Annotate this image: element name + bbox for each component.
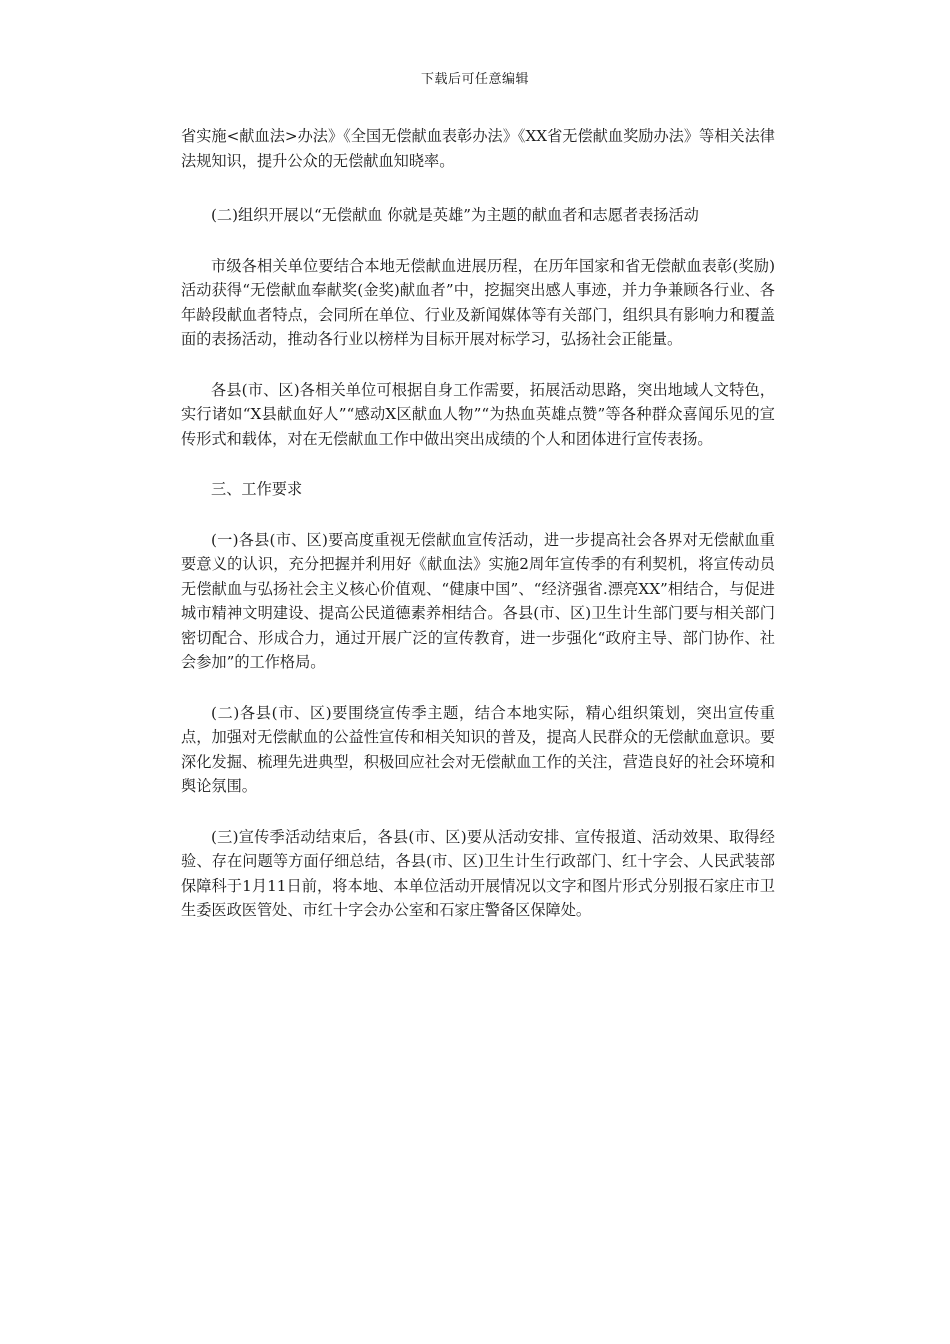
section-heading-work-requirements: 三、工作要求	[211, 480, 303, 498]
paragraph-requirement-2: (二)各县(市、区)要围绕宣传季主题，结合本地实际，精心组织策划，突出宣传重点，加强对无偿献血的公益性宣传和相关知识的普及，提高人民群众的无偿献血意识。要深化发掘、梳理先进典型，积极回应社会对无偿献血工作的关注，营造良好的社会环境和舆论氛围。	[181, 703, 775, 795]
document-body	[181, 124, 775, 949]
paragraph-requirement-1: (一)各县(市、区)要高度重视无偿献血宣传活动，进一步提高社会各界对无偿献血重要意义的认识，充分把握并利用好《献血法》实施2周年宣传季的有利契机，将宣传动员无偿献血与弘扬社会主义核心价值观、“健康中国”、“经济强省.漂亮XX”相结合，与促进城市精神文明建设、提高公民道德素养相结合。各县(市、区)卫生计生部门要与相关部门密切配合、形成合力，通过开展广泛的宣传教育，进一步强化“政府主导、部门协作、社会参加”的工作格局。	[181, 530, 775, 671]
paragraph-city-units: 市级各相关单位要结合本地无偿献血进展历程，在历年国家和省无偿献血表彰(奖励)活动获得“无偿献血奉献奖(金奖)献血者”中，挖掘突出感人事迹，并力争兼顾各行业、各年龄段献血者特点，会同所在单位、行业及新闻媒体等有关部门，组织具有影响力和覆盖面的表扬活动，推动各行业以榜样为目标开展对标学习，弘扬社会正能量。	[181, 256, 775, 348]
paragraph-legal-knowledge: 省实施<献血法>办法》《全国无偿献血表彰办法》《XX省无偿献血奖励办法》等相关法律法规知识，提升公众的无偿献血知晓率。	[181, 127, 775, 170]
paragraph-county-units: 各县(市、区)各相关单位可根据自身工作需要，拓展活动思路，突出地域人文特色，实行诸如“X县献血好人”“感动X区献血人物”“为热血英雄点赞”等各种群众喜闻乐见的宣传形式和载体，对在无偿献血工作中做出突出成绩的个人和团体进行宣传表扬。	[181, 380, 775, 448]
section-heading-commendation-activity: (二)组织开展以“无偿献血 你就是英雄”为主题的献血者和志愿者表扬活动	[211, 206, 699, 224]
page-header: 下载后可任意编辑	[420, 72, 529, 87]
paragraph-requirement-3: (三)宣传季活动结束后，各县(市、区)要从活动安排、宣传报道、活动效果、取得经验、存在问题等方面仔细总结，各县(市、区)卫生计生行政部门、红十字会、人民武装部保障科于1月11日前，将本地、本单位活动开展情况以文字和图片形式分别报石家庄市卫生委医政医管处、市红十字会办公室和石家庄警备区保障处。	[181, 827, 775, 919]
